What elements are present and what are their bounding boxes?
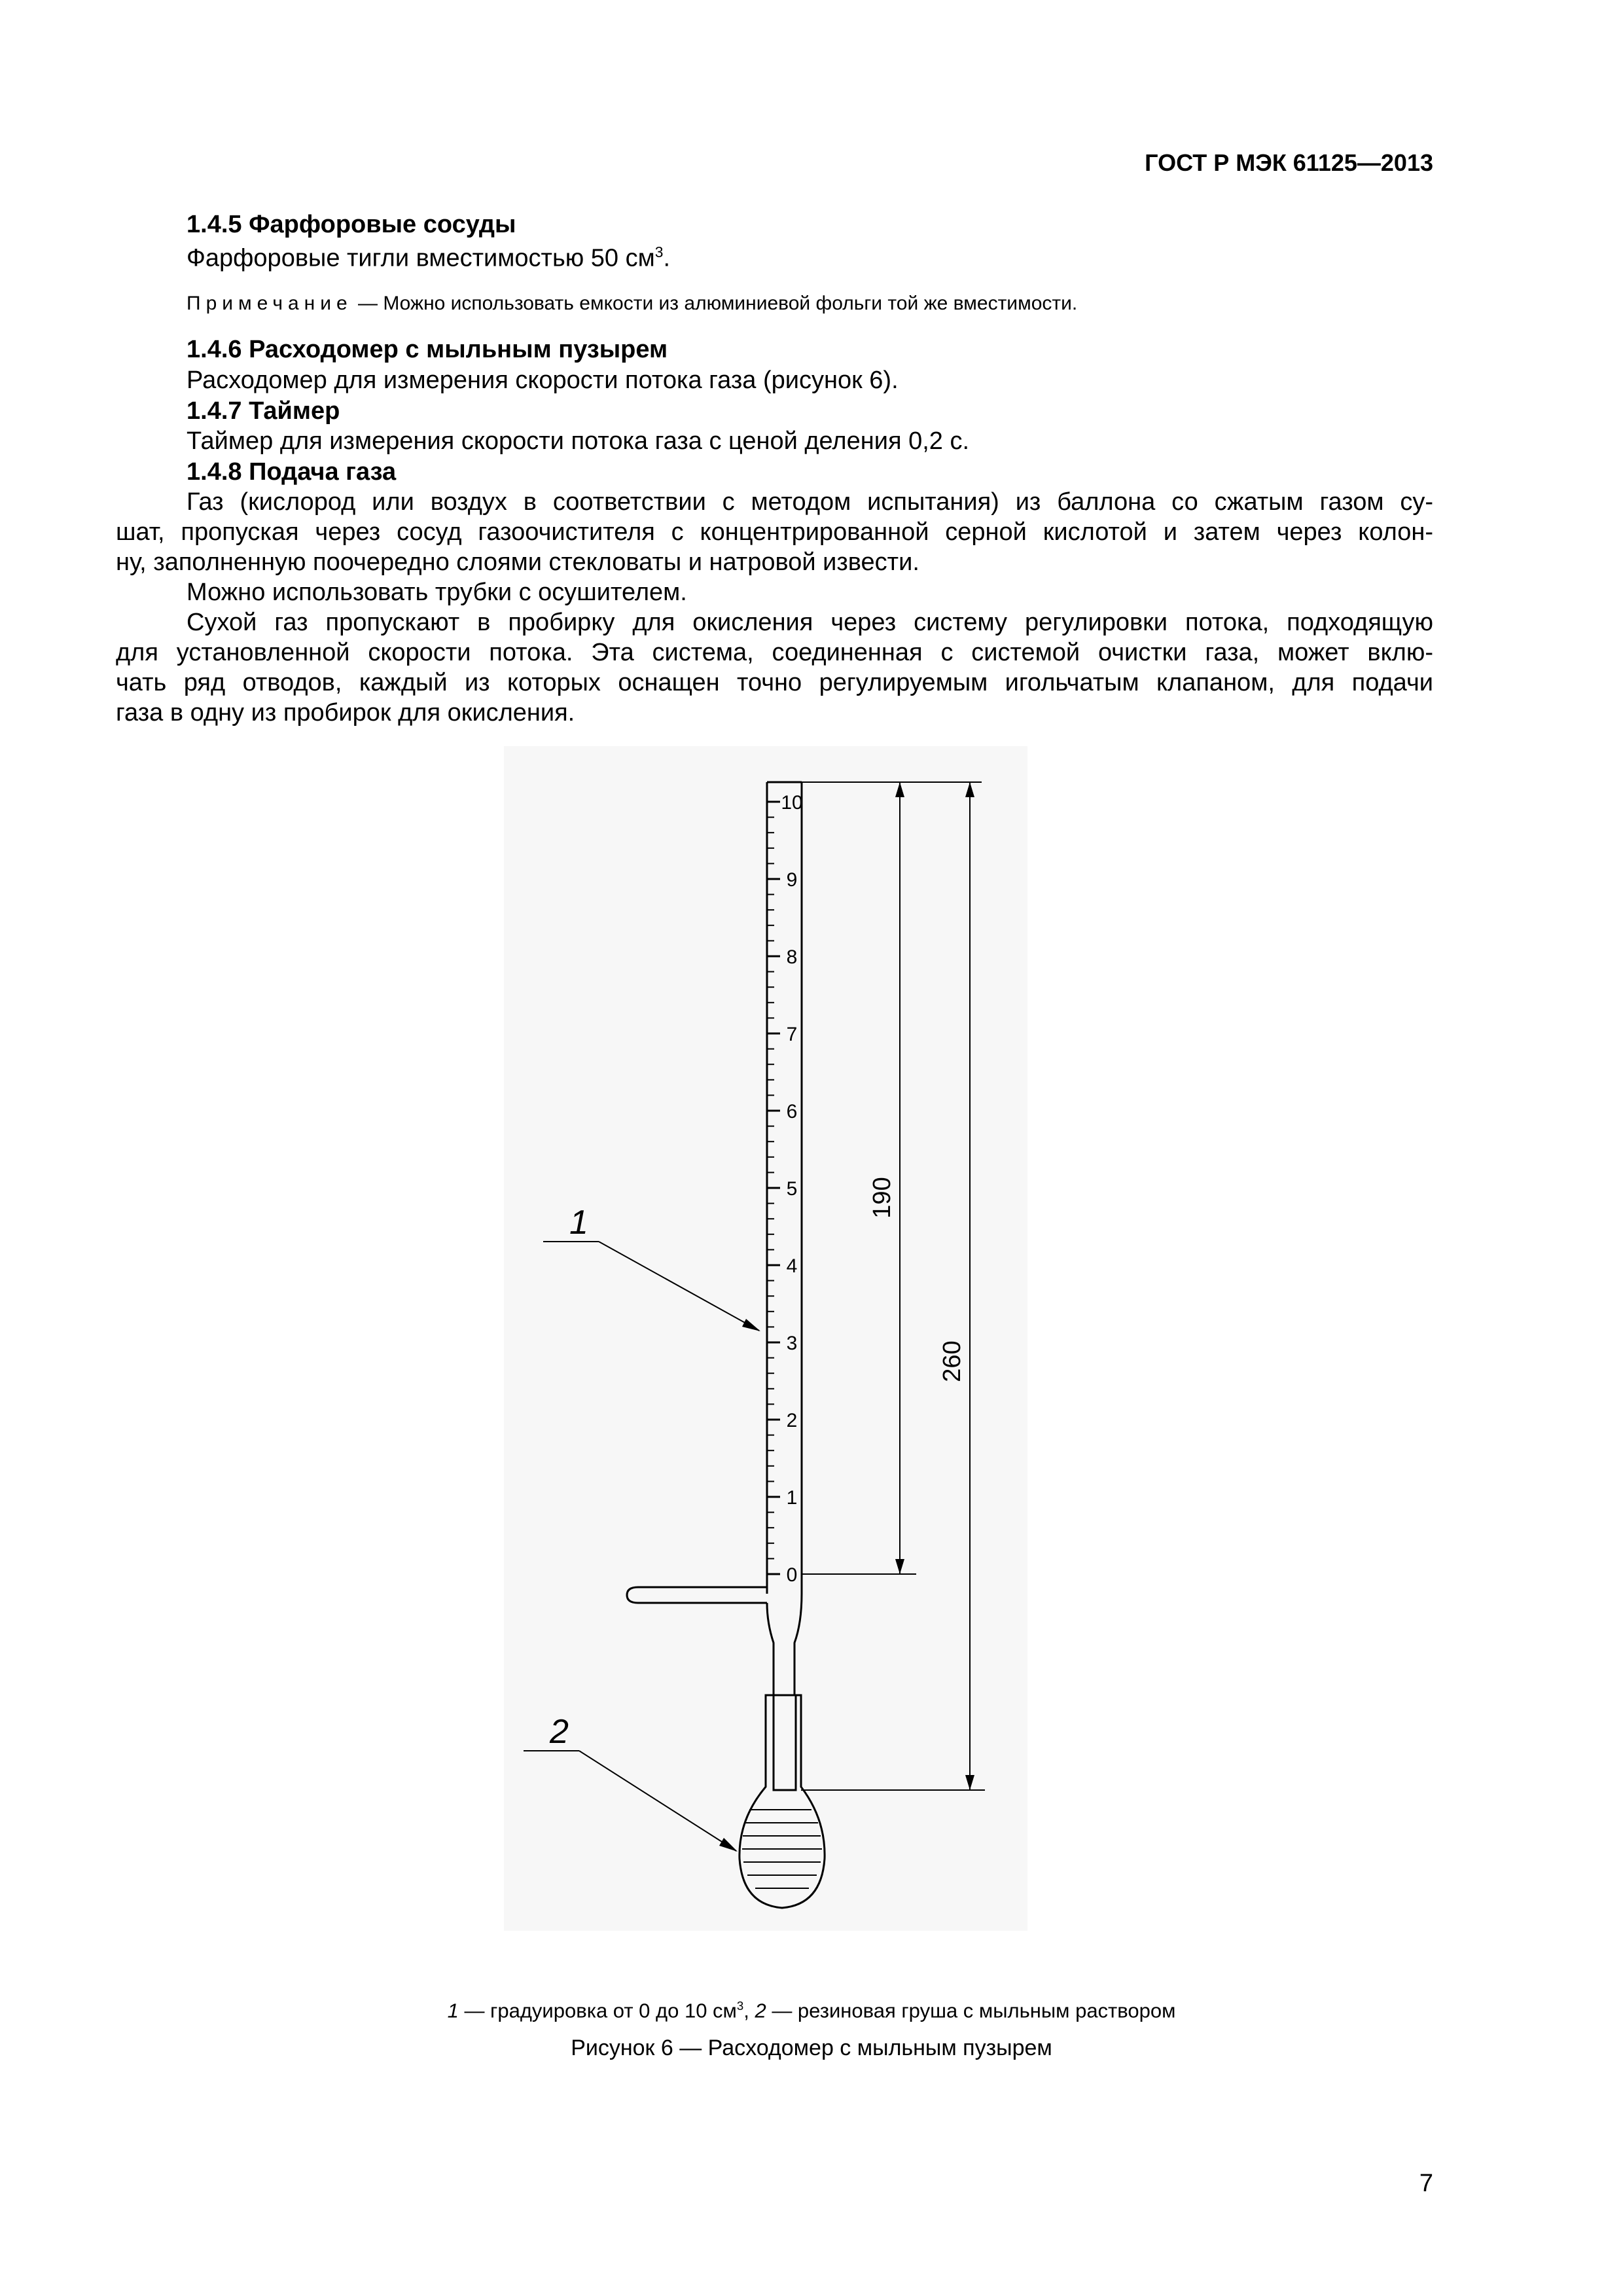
callout-2: 2 xyxy=(550,1713,569,1751)
paragraph-line: газа в одну из пробирок для окисления. xyxy=(116,699,575,726)
figure-legend: 1 — градуировка от 0 до 10 $см^3$, 2 — резиновая груша с мыльным раствором xyxy=(447,1999,1176,2022)
scale-label: 9 xyxy=(786,869,798,891)
section-heading-1-4-5: 1.4.5 Фарфоровые сосуды xyxy=(187,211,516,238)
scale-label: 0 xyxy=(786,1564,798,1586)
flowmeter-figure xyxy=(504,746,1027,1931)
scale-label: 2 xyxy=(786,1410,798,1431)
callout-1: 1 xyxy=(569,1204,588,1242)
page-number: 7 xyxy=(1419,2170,1433,2197)
scale-label: 1 xyxy=(786,1487,798,1509)
paragraph-line: для установленной скорости потока. Эта система, соединенная с системой очистки газа, может вклю- xyxy=(116,639,1433,666)
paragraph-line: ну, заполненную поочередно слоями стекловаты и натровой извести. xyxy=(116,548,919,576)
section-heading-1-4-8: 1.4.8 Подача газа xyxy=(187,458,397,486)
paragraph-line: Газ (кислород или воздух в соответствии с методом испытания) из баллона со сжатым газом су- xyxy=(187,488,1433,516)
section-text-1-4-5: Фарфоровые тигли вместимостью 50 $см^3$. xyxy=(187,243,670,272)
scale-label: 10 xyxy=(781,792,803,814)
section-text-1-4-7: Таймер для измерения скорости потока газа с ценой деления 0,2 с. xyxy=(187,427,970,455)
scale-label: 3 xyxy=(786,1333,798,1354)
figure-title: Рисунок 6 — Расходомер с мыльным пузырем xyxy=(571,2036,1052,2060)
dimension-190: 190 xyxy=(868,1177,896,1219)
scale-label: 5 xyxy=(786,1178,798,1200)
section-heading-1-4-7: 1.4.7 Таймер xyxy=(187,397,340,425)
scale-label: 8 xyxy=(786,946,798,968)
paragraph-line: Сухой газ пропускают в пробирку для окисления через систему регулировки потока, подходящую xyxy=(187,609,1433,636)
paragraph-text: Можно использовать трубки с осушителем. xyxy=(187,579,687,606)
section-heading-1-4-6: 1.4.6 Расходомер с мыльным пузырем xyxy=(187,336,668,363)
document-header: ГОСТ Р МЭК 61125—2013 xyxy=(1145,149,1433,176)
scale-label: 6 xyxy=(786,1101,798,1122)
section-text-1-4-6: Расходомер для измерения скорости потока газа (рисунок 6). xyxy=(187,367,899,394)
note: Примечание — Можно использовать емкости из алюминиевой фольги той же вместимости. xyxy=(187,293,1078,314)
paragraph-line: шат, пропуская через сосуд газоочистителя с концентрированной серной кислотой и затем через колон- xyxy=(116,518,1433,546)
paragraph-line: чать ряд отводов, каждый из которых оснащен точно регулируемым игольчатым клапаном, для подачи xyxy=(116,669,1433,696)
scale-label: 4 xyxy=(786,1255,798,1277)
scale-label: 7 xyxy=(786,1024,798,1045)
dimension-260: 260 xyxy=(938,1340,966,1382)
